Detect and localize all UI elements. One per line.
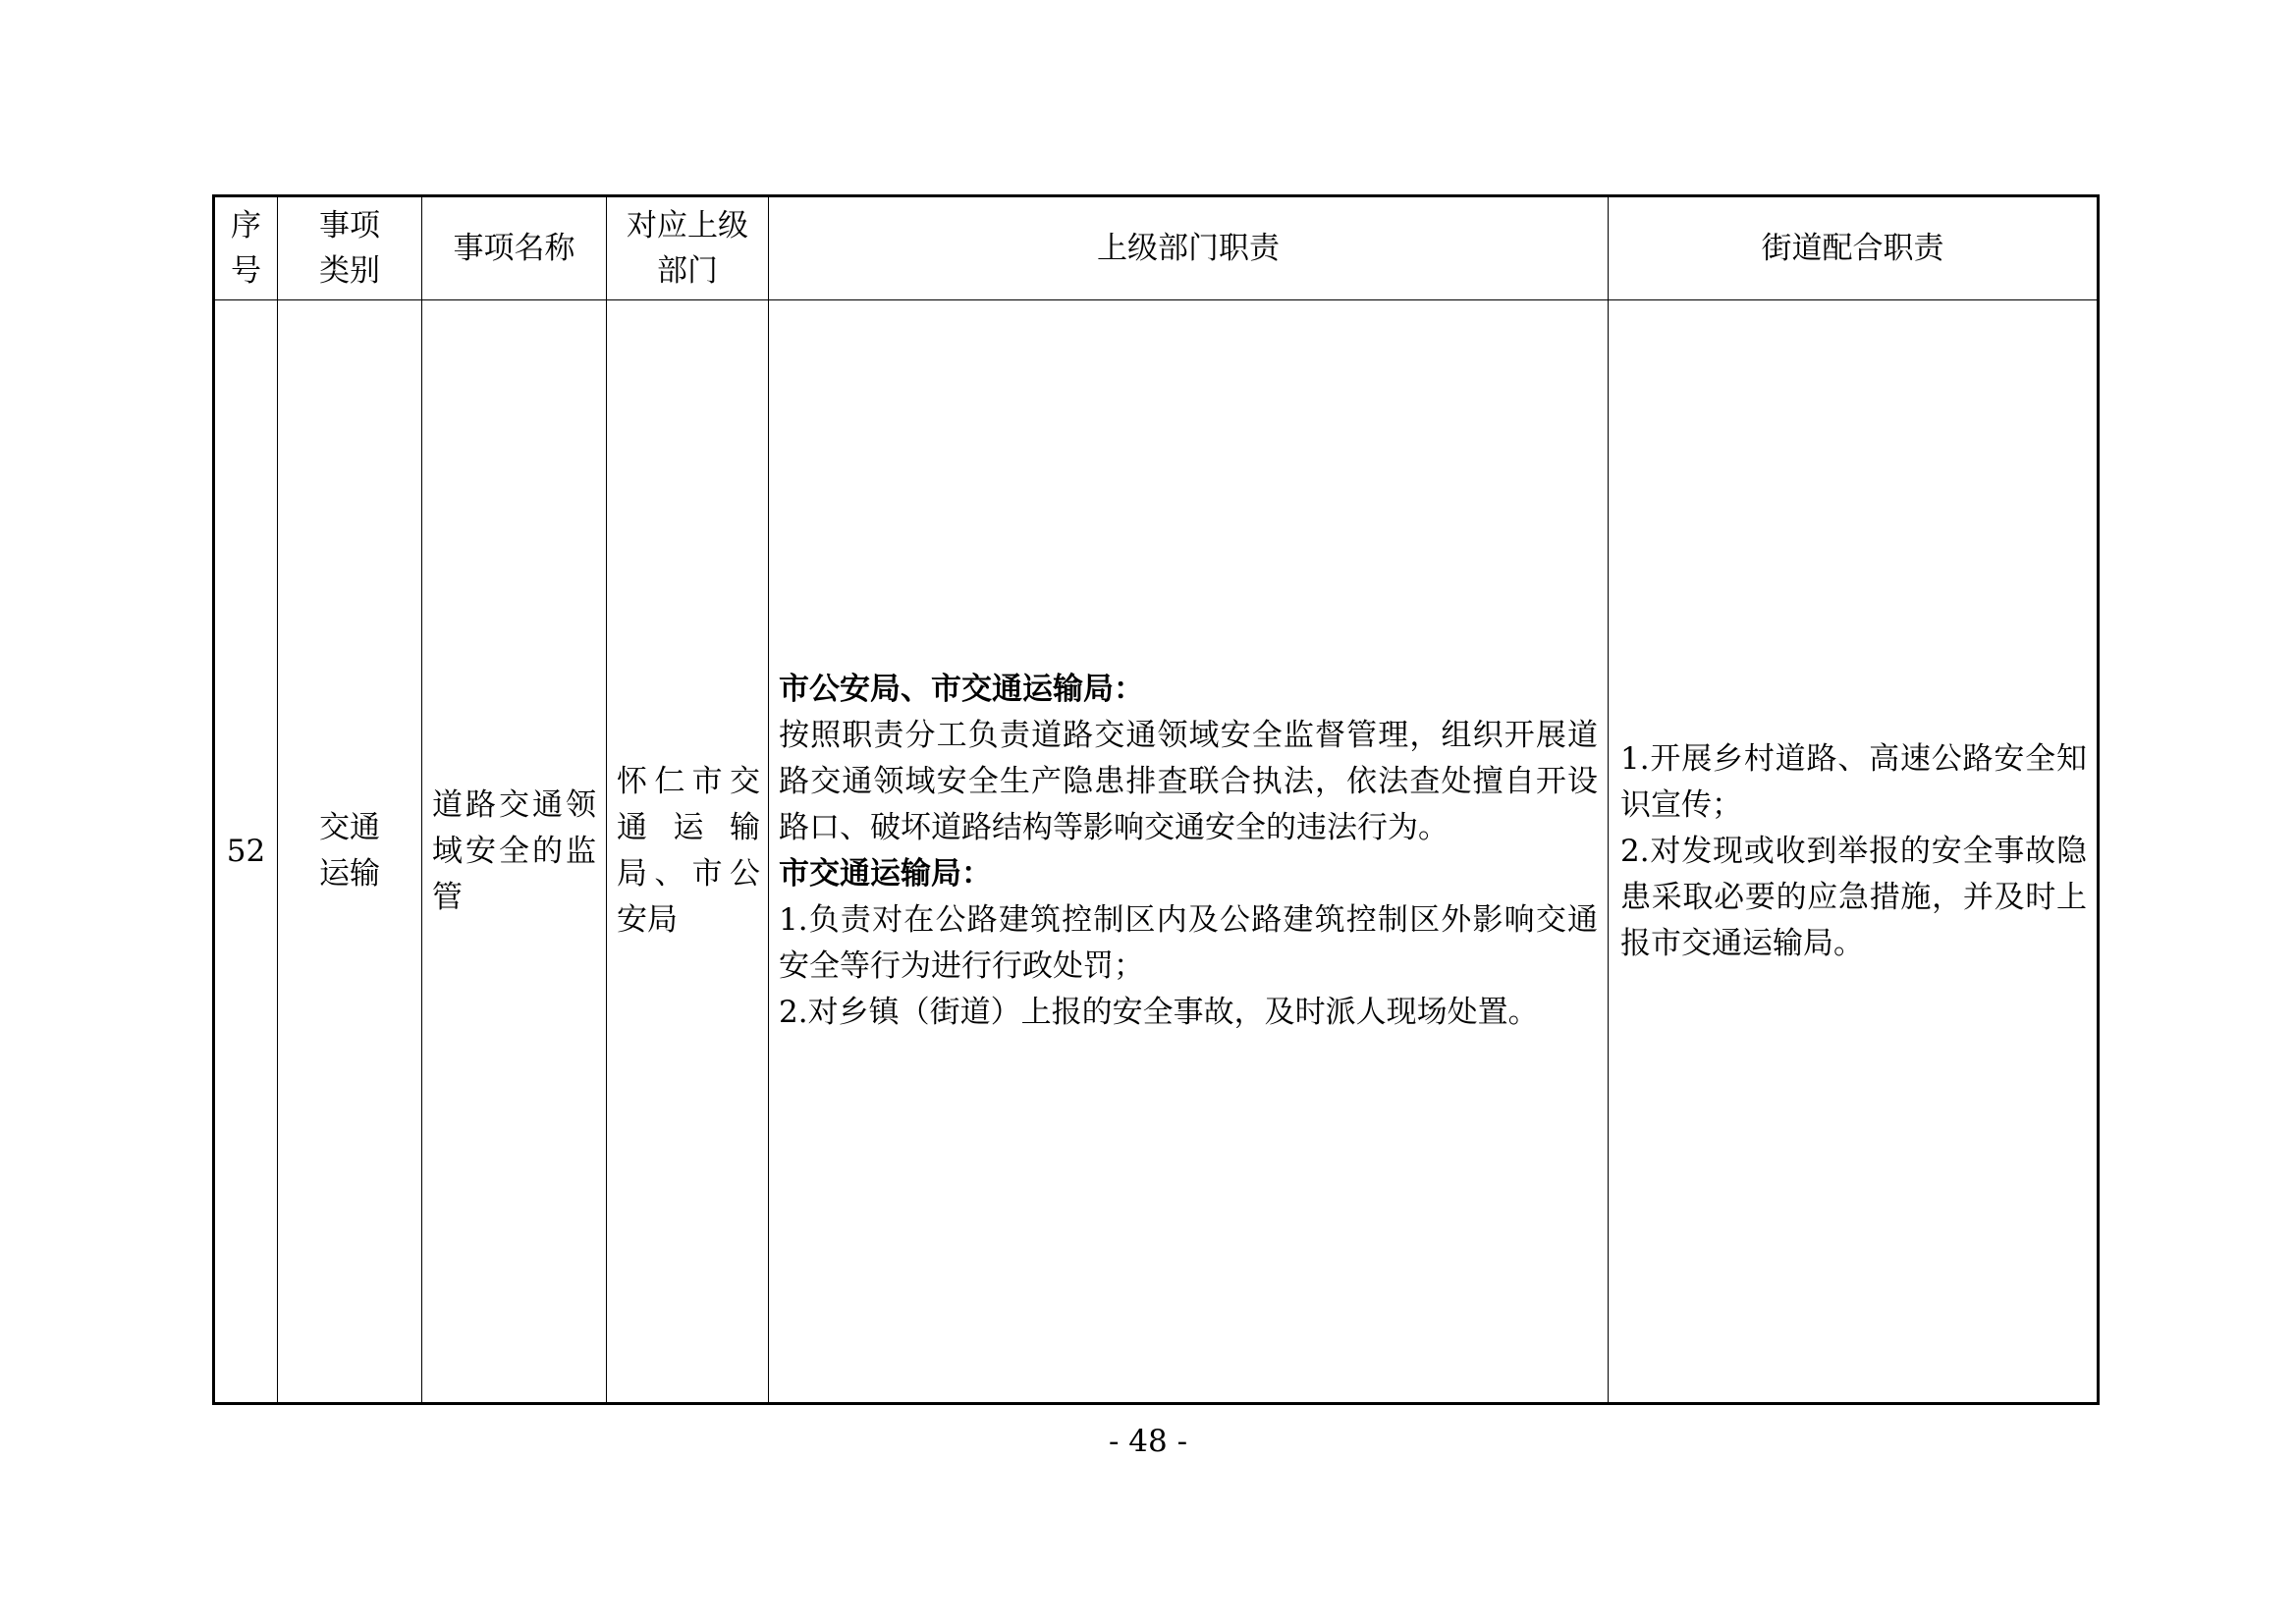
cell-item-name: 道路交通领域安全的监管 [422, 300, 607, 1404]
header-superior-resp: 上级部门职责 [769, 196, 1609, 300]
table-row [214, 300, 2099, 1404]
page-number: - 48 - [1108, 1424, 1188, 1459]
resp-heading-1: 市公安局、市交通运输局： [779, 672, 1144, 707]
cell-seq: 52 [214, 300, 278, 1404]
cell-superior-dept: 怀仁市交通运输局、市公安局 [607, 300, 769, 1404]
header-seq: 序 号 [214, 196, 278, 300]
cell-category: 交通 运输 [278, 300, 422, 1404]
cell-superior-resp [769, 300, 1609, 1404]
header-superior-dept: 对应上级 部门 [607, 196, 769, 300]
resp-item-2: 2.对乡镇（街道）上报的安全事故，及时派人现场处置。 [779, 995, 1539, 1030]
street-item-2: 2.对发现或收到举报的安全事故隐患采取必要的应急措施，并及时上报市交通运输局。 [1620, 833, 2087, 961]
resp-heading-2: 市交通运输局： [779, 856, 992, 892]
header-category: 事项 类别 [278, 196, 422, 300]
cell-street-resp [1609, 300, 2099, 1404]
street-item-1: 1.开展乡村道路、高速公路安全知识宣传； [1620, 740, 2087, 823]
resp-text-1: 按照职责分工负责道路交通领域安全监督管理，组织开展道路交通领域安全生产隐患排查联合执法，依法查处擅自开设路口、破坏道路结构等影响交通安全的违法行为。 [779, 718, 1598, 845]
header-street-resp: 街道配合职责 [1609, 196, 2099, 300]
resp-item-1: 1.负责对在公路建筑控制区内及公路建筑控制区外影响交通安全等行为进行行政处罚； [779, 902, 1598, 984]
header-item-name: 事项名称 [422, 196, 607, 300]
duty-table [212, 194, 2100, 1405]
table-header-row [214, 196, 2099, 300]
